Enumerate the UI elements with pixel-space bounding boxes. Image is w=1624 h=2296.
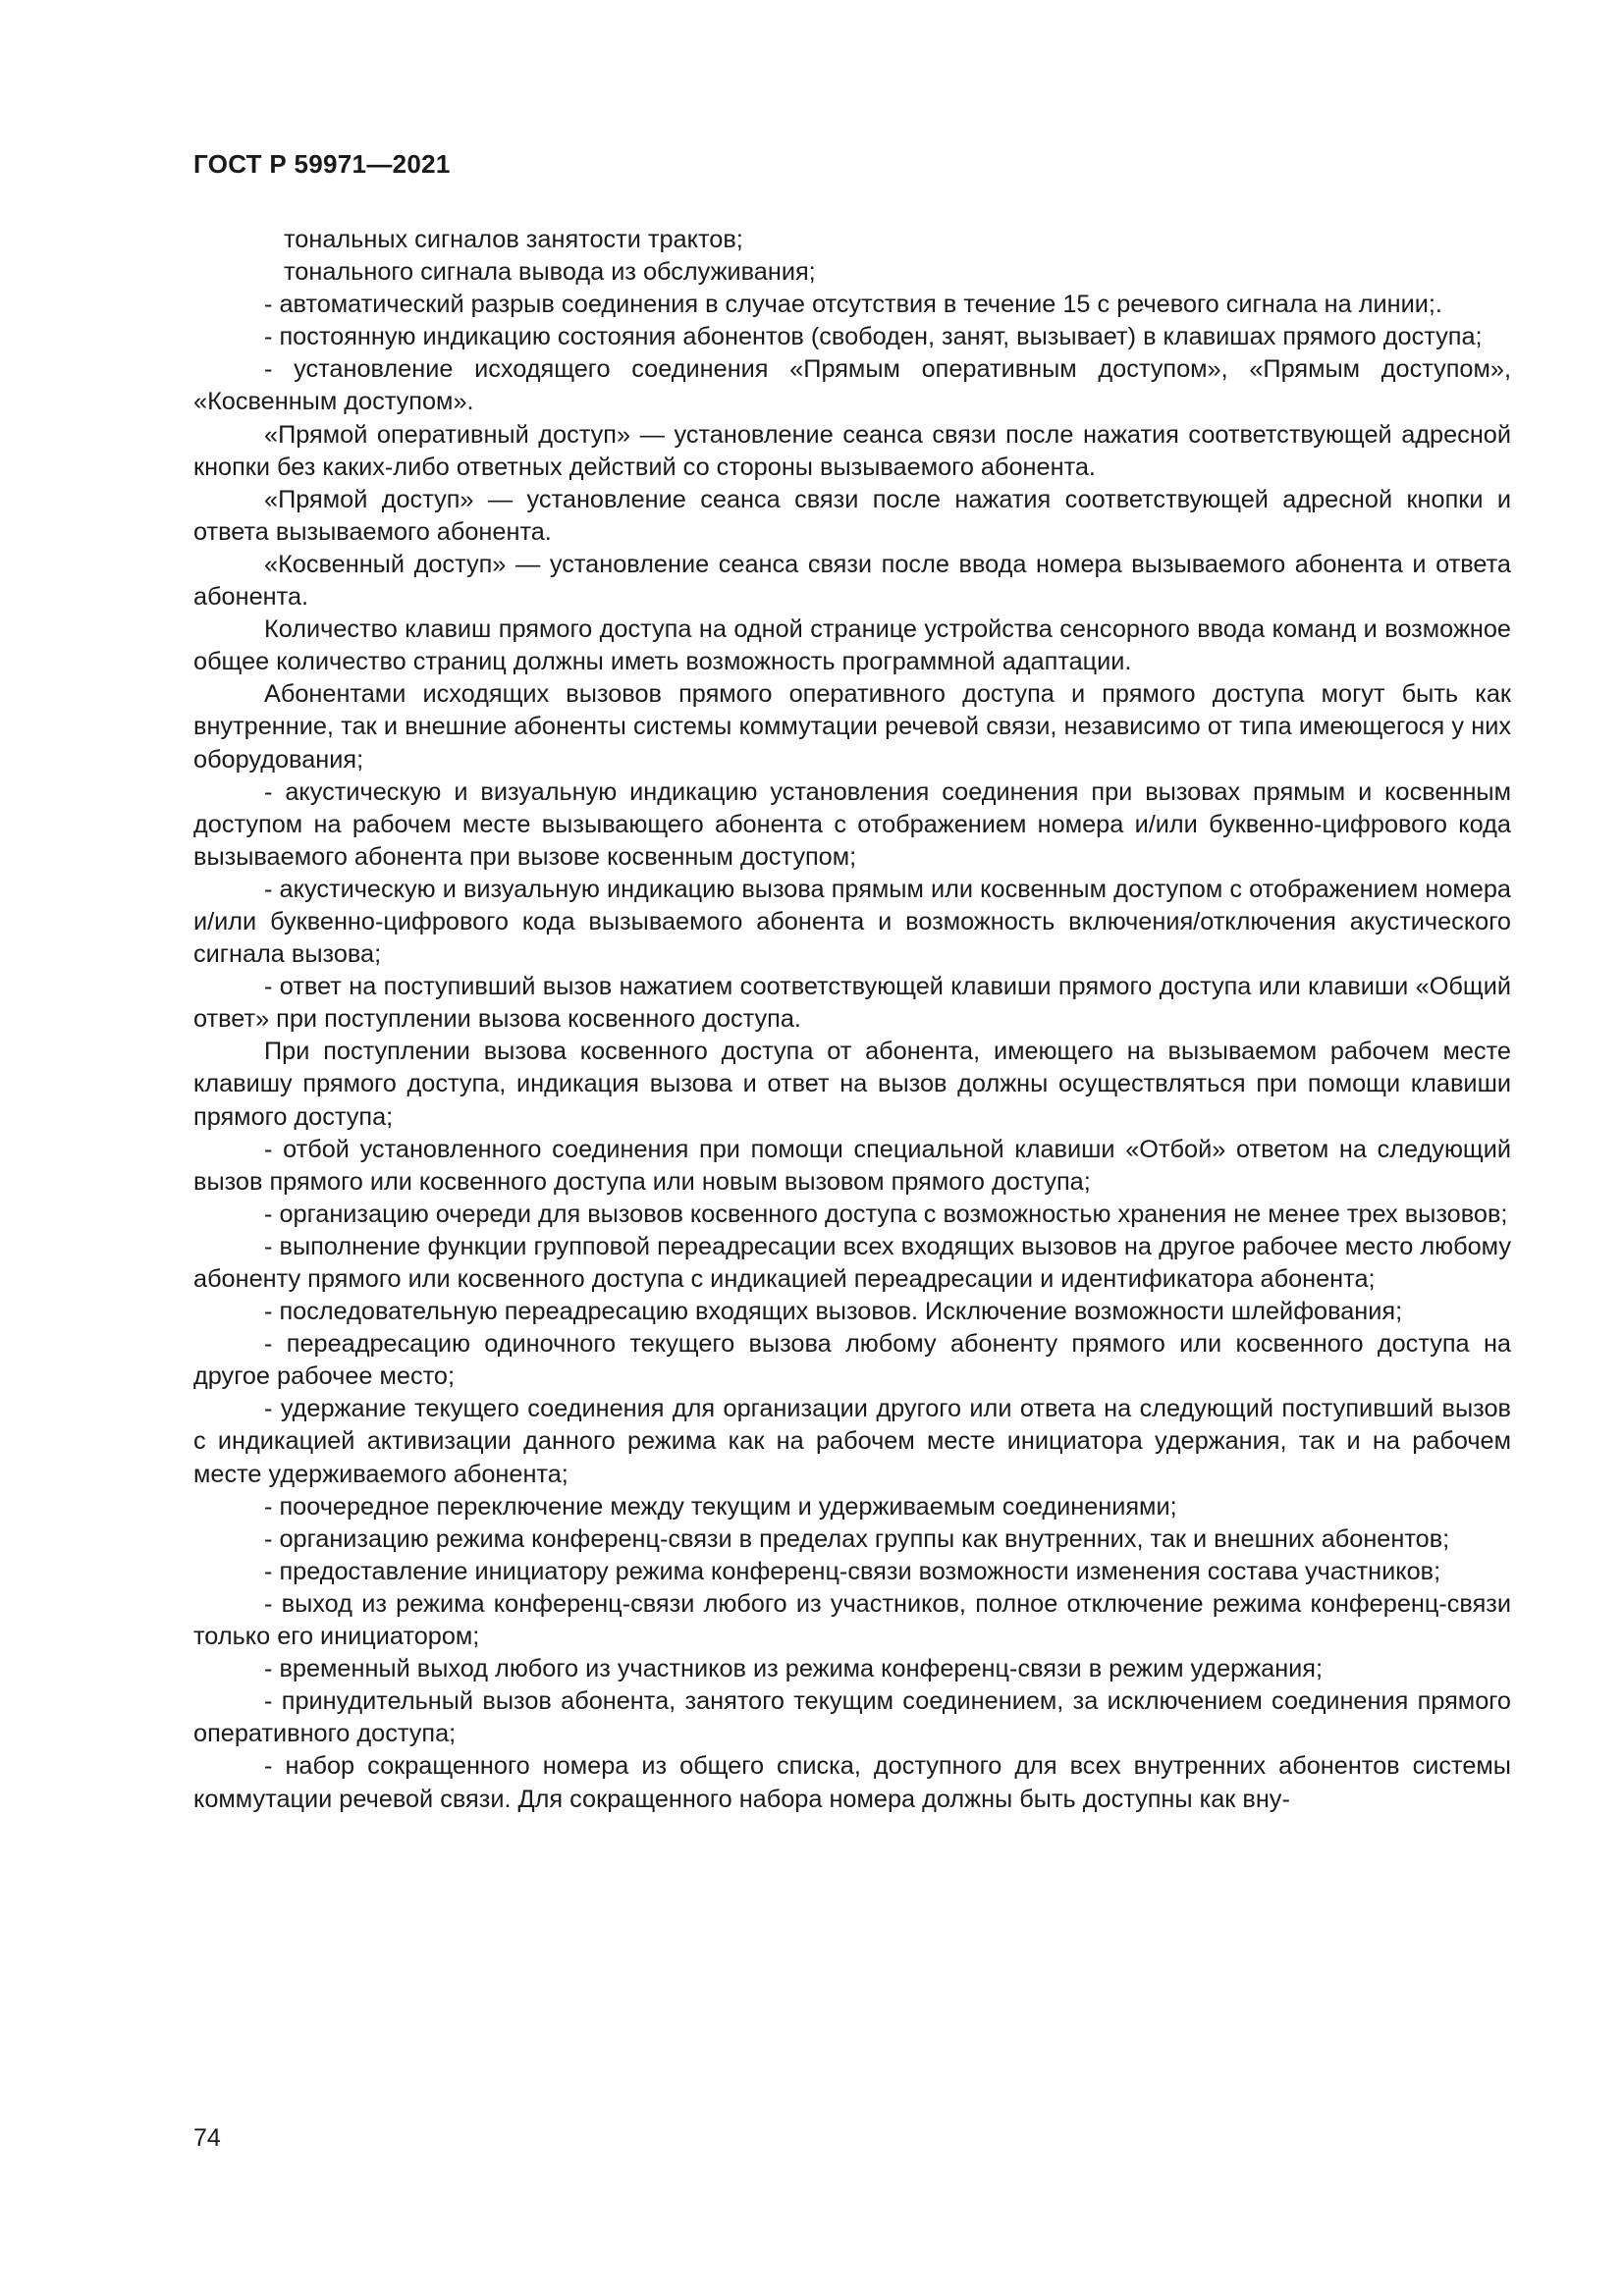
paragraph: тонального сигнала вывода из обслуживания; xyxy=(284,258,816,287)
paragraph: «Прямой оперативный доступ» — установление сеанса связи после нажатия соответствующей адресной кнопки без каких-либо ответных действий со стороны вызываемого абонента. xyxy=(193,420,1511,481)
list-item: - выполнение функции групповой переадресации всех входящих вызовов на другое рабочее место любому абоненту прямого или косвенного доступа с индикацией переадресации и идентификатора абонента; xyxy=(193,1232,1511,1293)
page-number: 74 xyxy=(193,2124,221,2152)
list-item: - временный выход любого из участников из режима конференц-связи в режим удержания; xyxy=(264,1655,1324,1683)
paragraph: «Косвенный доступ» — установление сеанса связи после ввода номера вызываемого абонента и ответа абонента. xyxy=(193,550,1511,612)
list-item: - акустическую и визуальную индикацию установления соединения при вызовах прямым и косвенным доступом на рабочем месте вызывающего абонента с отображением номера и/или буквенно-цифрового кода вызываемого абонента при вызове косвенным доступом; xyxy=(193,777,1511,871)
list-item: - удержание текущего соединения для организации другого или ответа на следующий поступивший вызов с индикацией активизации данного режима как на рабочем месте инициатора удержания, так и на рабочем месте удерживаемого абонента; xyxy=(193,1395,1511,1488)
list-item: - принудительный вызов абонента, занятого текущим соединением, за исключением соединения прямого оперативного доступа; xyxy=(193,1687,1511,1748)
list-item: - организацию очереди для вызовов косвенного доступа с возможностью хранения не менее трех вызовов; xyxy=(264,1200,1508,1228)
list-item: - установление исходящего соединения «Прямым оперативным доступом», «Прямым доступом», «Косвенным доступом». xyxy=(193,355,1511,416)
list-item: - последовательную переадресацию входящих вызовов. Исключение возможности шлейфования; xyxy=(264,1298,1403,1326)
paragraph: Количество клавиш прямого доступа на одной странице устройства сенсорного ввода команд и возможное общее количество страниц должны иметь возможность программной адаптации. xyxy=(193,615,1511,676)
list-item: - ответ на поступивший вызов нажатием соответствующей клавиши прямого доступа или клавиши «Общий ответ» при поступлении вызова косвенного доступа. xyxy=(193,973,1511,1034)
list-item: - предоставление инициатору режима конференц-связи возможности изменения состава участников; xyxy=(264,1557,1441,1585)
list-item: - переадресацию одиночного текущего вызова любому абоненту прямого или косвенного доступа на другое рабочее место; xyxy=(193,1330,1511,1391)
body-text xyxy=(193,224,1511,1816)
page-header-title: ГОСТ Р 59971—2021 xyxy=(193,149,451,179)
paragraph: тональных сигналов занятости трактов; xyxy=(284,226,743,253)
list-item: - организацию режима конференц-связи в пределах группы как внутренних, так и внешних абонентов; xyxy=(264,1524,1450,1553)
paragraph: «Прямой доступ» — установление сеанса связи после нажатия соответствующей адресной кнопки и ответа вызываемого абонента. xyxy=(193,485,1511,546)
list-item: - акустическую и визуальную индикацию вызова прямым или косвенным доступом с отображением номера и/или буквенно-цифрового кода вызываемого абонента и возможность включения/отключения акустического сигнала вызова; xyxy=(193,875,1511,969)
list-item: - отбой установленного соединения при помощи специальной клавиши «Отбой» ответом на следующий вызов прямого или косвенного доступа или новым вызовом прямого доступа; xyxy=(193,1135,1511,1196)
paragraph: Абонентами исходящих вызовов прямого оперативного доступа и прямого доступа могут быть как внутренние, так и внешние абоненты системы коммутации речевой связи, независимо от типа имеющегося у них оборудования; xyxy=(193,680,1511,774)
list-item: - автоматический разрыв соединения в случае отсутствия в течение 15 с речевого сигнала на линии;. xyxy=(264,291,1442,319)
list-item: - набор сокращенного номера из общего списка, доступного для всех внутренних абонентов системы коммутации речевой связи. Для сокращенного набора номера должны быть доступны как вну- xyxy=(193,1752,1511,1813)
list-item: - постоянную индикацию состояния абонентов (свободен, занят, вызывает) в клавишах прямого доступа; xyxy=(264,323,1483,351)
list-item: - выход из режима конференц-связи любого из участников, полное отключение режима конференц-связи только его инициатором; xyxy=(193,1589,1511,1651)
paragraph: При поступлении вызова косвенного доступа от абонента, имеющего на вызываемом рабочем месте клавишу прямого доступа, индикация вызова и ответ на вызов должны осуществляться при помощи клавиши прямого доступа; xyxy=(193,1038,1511,1131)
list-item: - поочередное переключение между текущим и удерживаемым соединениями; xyxy=(264,1492,1177,1521)
